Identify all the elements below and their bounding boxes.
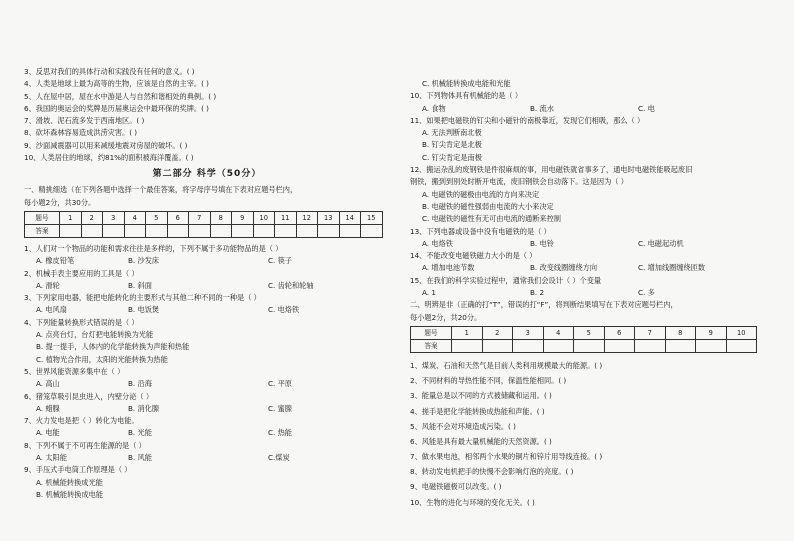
option-a: A. 蜡腺 [36,403,60,413]
option-b: B. 风能 [128,453,152,463]
grid-number-cell: 12 [296,211,318,224]
option-row [410,262,776,274]
option-line: C. 机械能转换成电能和光能 [422,79,511,88]
option-b: B. 改变线圈缠绕方向 [530,263,598,273]
grid-number-cell: 9 [232,211,254,224]
grid-answer-cell[interactable] [696,339,727,352]
q2-instructions: 二、明辨是非（正确的打“T”，错误的打“F”，将判断结果填写在下表对应题号栏内， [410,300,678,310]
grid-answer-cell[interactable] [339,224,361,237]
grid-answer-cell[interactable] [452,339,483,352]
grid-number-cell: 1 [452,326,483,339]
option-b: B. 沙发床 [128,256,160,266]
grid-answer-cell[interactable] [482,339,513,352]
question-stem-cont: 钢铁，搬到到别处时断开电流，废旧钢铁会自动落下。这是因为（ ） [410,177,628,187]
option-row [24,378,390,390]
option-row [410,103,776,115]
grid-number-cell: 6 [604,326,635,339]
grid-number-cell: 15 [361,211,383,224]
grid-number-cell: 6 [167,211,189,224]
grid-number-cell: 8 [665,326,696,339]
judge-item: 2、不同材料的导热性能不同，保温性能相同。( ) [410,376,567,386]
option-c: C. 齿轮和轮轴 [268,280,314,290]
choice-questions-cont [410,90,776,299]
question-stem: 2、机械手表主要应用的工具是（ ） [24,268,139,278]
grid-number-cell: 5 [146,211,168,224]
grid-answer-cell[interactable] [604,339,635,352]
grid-answer-cell[interactable] [318,224,340,237]
grid-answer-cell[interactable] [543,339,574,352]
judge-item: 1、煤炭、石油和天然气是目前人类利用规模最大的能源。( ) [410,360,603,370]
grid-number-cell: 4 [543,326,574,339]
option-b: B. 光能 [128,428,152,438]
grid-number-cell: 5 [574,326,605,339]
option-a: A. 增加电池节数 [422,263,475,273]
grid-label-answer: 答案 [25,224,60,237]
grid-number-cell: 7 [189,211,211,224]
question-stem: 10、下列物体具有机械能的是（ ） [410,91,523,101]
grid-label-number: 题号 [25,211,60,224]
grid-number-cell: 10 [726,326,757,339]
option-b: B. 斜面 [128,280,152,290]
grid-answer-cell[interactable] [124,224,146,237]
section-title: 第二部分 科学（50分） [152,169,262,180]
option-a: A. 1 [422,288,436,298]
option-a: A. 橡皮铅笔 [36,256,75,266]
option-line: B. 电磁铁的磁性强弱由电流的大小来决定 [422,201,554,211]
option-c: C. 筷子 [268,256,292,266]
option-row [24,304,390,316]
statement-item: 6、我国的奥运会的奖牌是历届奥运会中最环保的奖牌。( ) [24,103,209,113]
option-b: B. 电饭煲 [128,305,160,315]
grid-number-cell: 3 [103,211,125,224]
option-line: B. 钉尖肯定是北极 [422,140,482,150]
grid-number-cell: 13 [318,211,340,224]
answer-grid-choice [24,211,383,238]
option-row [24,255,390,267]
grid-answer-cell[interactable] [513,339,544,352]
question-stem: 6、猪笼草吸引昆虫进入，内壁分泌（ ） [24,391,154,401]
statement-item: 5、人在屋中居，屋在水中游是人与自然和谐相处的典例。( ) [24,91,217,101]
judge-item: 10、生物的进化与环境的变化无关。( ) [410,497,535,507]
grid-answer-cell[interactable] [275,224,297,237]
option-row [24,280,390,292]
option-c: C. 电烙铁 [268,305,300,315]
grid-answer-cell[interactable] [146,224,168,237]
option-a: A. 滑轮 [36,280,60,290]
option-c: C. 电磁起动机 [638,238,684,248]
statement-item: 4、人类是地球上最为高等的生物，应该是自然的主宰。( ) [24,79,209,89]
option-c: C. 增加线圈缠绕匝数 [638,263,706,273]
answer-grid-judge [410,326,757,353]
option-c: C.煤炭 [268,453,290,463]
question-stem: 3、下列家用电器，能把电能转化的主要形式与其他二种不同的一种是（ ） [24,293,261,303]
grid-number-cell: 11 [275,211,297,224]
grid-label-answer: 答案 [411,339,452,352]
option-line: B. 机械能转换成电能 [36,489,104,499]
question-stem: 4、下列能量转换形式错误的是（ ） [24,317,139,327]
judge-item: 5、风能不会对环境造成污染。( ) [410,421,516,431]
statement-item: 7、滑坡、泥石流多发于西南地区。( ) [24,116,145,126]
grid-number-cell: 10 [253,211,275,224]
q1-instructions: 一、精挑细选（在下列各题中选择一个最佳答案，将字母序号填在下表对应题号栏内， [24,185,298,195]
option-b: B. 2 [530,288,545,298]
statement-item: 10、人类居住的地球，约81%的面积被海洋覆盖。( ) [24,153,194,163]
option-line: A. 无法判断南北极 [422,128,482,138]
grid-answer-cell[interactable] [103,224,125,237]
option-a: A. 电风扇 [36,305,67,315]
statement-item: 8、砍坏森林容易造成洪涝灾害。( ) [24,128,138,138]
grid-number-cell: 2 [482,326,513,339]
grid-answer-cell[interactable] [189,224,211,237]
option-line: C. 植物光合作用，太阳的光能转换为热能 [36,354,168,364]
grid-answer-cell[interactable] [232,224,254,237]
grid-number-cell: 1 [60,211,82,224]
grid-number-cell: 8 [210,211,232,224]
option-line: A. 电磁铁的磁极由电流的方向来决定 [422,189,540,199]
question-stem: 11、如果把电磁铁的钉尖和小磁针的南极靠近，发现它们相吸，那么（ ） [410,115,645,125]
option-a: A. 高山 [36,379,60,389]
option-a: A. 电能 [36,428,60,438]
grid-answer-cell[interactable] [726,339,757,352]
part1-statements [24,66,390,164]
judge-item: 3、能量总是以不同的方式被储藏和运用。( ) [410,391,552,401]
q1-instructions-cont: 每小题2分，共30分。 [24,197,96,207]
statement-item: 9、沙面减震器可以用来减缓地震对房屋的破坏。( ) [24,140,188,150]
option-row [410,238,776,250]
option-b: B. 电铃 [530,238,554,248]
question-stem: 9、手压式手电筒工作原理是（ ） [24,465,132,475]
statement-item: 3、反思对我们的具体行动和实践没有任何的意义。( ) [24,67,195,76]
option-a: A. 食物 [422,103,446,113]
option-c: C. 热能 [268,428,292,438]
option-c: C. 蜜腺 [268,403,292,413]
choice-questions [24,243,390,501]
question-stem: 1、人们对一个物品的功能和需求往往是多样的，下列不属于多功能物品的是（ ） [24,243,283,253]
grid-answer-cell[interactable] [361,224,383,237]
judge-statements [410,358,776,510]
option-line: C. 钉尖肯定是南极 [422,152,482,162]
left-column [24,66,390,501]
option-line: A. 机械能转换成光能 [36,477,103,487]
judge-item: 9、电磁铁磁极可以改变。( ) [410,482,502,492]
grid-answer-cell[interactable] [296,224,318,237]
judge-item: 7、做水果电池，相邻两个水果的铜片和锌片用导线连接。( ) [410,452,603,462]
grid-answer-cell[interactable] [253,224,275,237]
option-row [24,403,390,415]
option-c: C. 多 [638,288,655,298]
option-a: A. 电烙铁 [422,238,453,248]
option-row [24,427,390,439]
grid-number-cell: 4 [124,211,146,224]
judge-item: 8、转动发电机把手的快慢不会影响灯泡的亮度。( ) [410,467,574,477]
grid-label-number: 题号 [411,326,452,339]
question-stem: 7、火力发电是把（ ）转化为电能。 [24,416,139,426]
option-b: B. 消化腺 [128,403,160,413]
grid-answer-cell[interactable] [167,224,189,237]
option-c: C. 电 [638,103,655,113]
grid-answer-cell[interactable] [635,339,666,352]
grid-number-cell: 9 [696,326,727,339]
option-b: B. 流水 [530,103,554,113]
question-stem: 14、不能改变电磁铁磁力大小的是（ ） [410,251,537,261]
judge-item: 6、风能是具有最大量机械能的天然资源。( ) [410,436,552,446]
grid-answer-cell[interactable] [665,339,696,352]
option-line: B. 提一提手，人体内的化学能转换为声能和热能 [36,342,190,352]
option-b: B. 沿海 [128,379,152,389]
option-row [24,452,390,464]
grid-number-cell: 14 [339,211,361,224]
grid-number-cell: 3 [513,326,544,339]
right-column [410,78,776,510]
option-a: A. 太阳能 [36,453,67,463]
question-stem: 12、搬运杂乱的废钢铁是件很麻烦的事，用电磁铁就省事多了，通电时电磁铁能吸起废旧 [410,165,693,175]
grid-number-cell: 2 [81,211,103,224]
q2-instructions-cont: 每小题2分，共20分。 [410,312,482,322]
question-stem: 5、世界风能资源多集中在（ ） [24,366,125,376]
question-stem: 13、下列电器或设备中没有电磁铁的是（ ） [410,226,551,236]
question-stem: 8、下列不属于不可再生能源的是（ ） [24,440,146,450]
option-line: C. 电磁铁的磁性有无可由电流的通断来控制 [422,214,561,224]
grid-number-cell: 7 [635,326,666,339]
option-line: A. 点亮台灯，台灯把电能转换为光能 [36,330,154,340]
option-c: C. 平原 [268,379,292,389]
option-row [410,287,776,299]
question-stem: 15、在我们的科学实验过程中，通常我们会设计（ ）个变量 [410,275,602,285]
grid-answer-cell[interactable] [574,339,605,352]
grid-answer-cell[interactable] [81,224,103,237]
grid-answer-cell[interactable] [210,224,232,237]
grid-answer-cell[interactable] [60,224,82,237]
judge-item: 4、搓手是把化学能转换成热能和声能。( ) [410,406,545,416]
